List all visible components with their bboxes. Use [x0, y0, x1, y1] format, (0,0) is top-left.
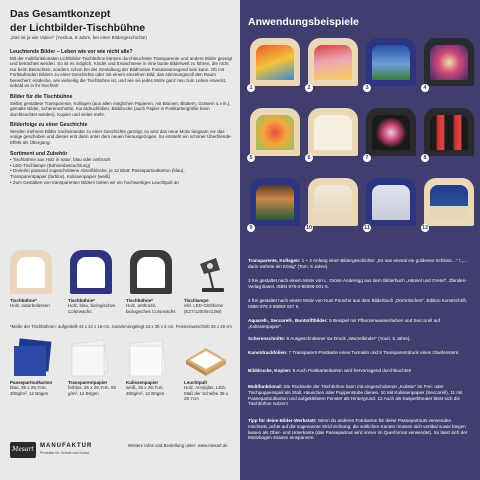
example-number: 5 — [247, 154, 255, 162]
desc-text: 6 Ausgeschnittener sw Druck „Wurzelkinder“ (Youri, 5 Jahre). — [286, 336, 411, 341]
example-image — [366, 178, 416, 230]
example-number: 8 — [421, 154, 429, 162]
example-image — [308, 38, 358, 90]
examples-title: Anwendungsbeispiele — [248, 16, 359, 28]
passepartout-image — [10, 338, 54, 380]
product-captions-row2 — [10, 380, 234, 422]
product-name: Tischbühne* — [10, 298, 37, 303]
title-quote: „Das ist ja wie Video!“ (Yoshua, 6 Jahre, bei einer Bildergeschichte) — [10, 35, 147, 40]
stage-products — [10, 250, 234, 298]
example-number: 4 — [421, 84, 429, 92]
lightpad-image — [184, 338, 228, 380]
section-text: Selbst gestaltete Transparente, Kollagen (aus allen möglichen Papieren, mit Blumen, Blüttern, Gräsern u.v.m.), gemalte Bilder, Scherenschnitte, Kunstdruckfolien, Bilddrucke (auch Papier in Postkartengröße kann durchleuchtet werden), Kopien und vieles mehr. — [10, 100, 231, 117]
accessory-list — [10, 157, 234, 185]
order-info: Weitere Infos und Bestellung unter: www.mesart.de — [128, 443, 228, 448]
product-name: Tischbühne* — [68, 298, 95, 303]
left-content — [10, 6, 234, 190]
example-image — [366, 38, 416, 90]
desc-label: Bilddrucke, Kopien: — [248, 368, 292, 373]
product-desc: farblos, 35 x 29,7cm, 80 g/m², 12 Bögen — [68, 385, 117, 396]
product-captions-row1 — [10, 298, 234, 322]
section-heading: Bilder für die Tischbühne — [10, 94, 73, 101]
desc-text: 5 Beispiel mit Pflanzenwasserfarben und Seccorell auf „Kulissenpapier“. — [248, 318, 440, 329]
desc-label: Scherenschnitte: — [248, 336, 286, 341]
example-number: 9 — [247, 224, 255, 232]
list-item: • Zum Gestalten von transparenten Bildern bieten wir ein hochwertiges Leuchtpult an — [10, 179, 179, 185]
product-caption — [68, 298, 120, 314]
product-desc: Holz, anthrazit, biologisches Colorwachs — [126, 303, 176, 314]
product-name: Kulissenpapier — [126, 380, 159, 385]
example-desc-9 — [248, 368, 472, 374]
example-image — [308, 108, 358, 160]
section-heading: Leuchtende Bilder – Leben wie vor wie nicht alle? — [10, 49, 133, 55]
product-name: Leuchtpult — [184, 380, 207, 385]
desc-label: Kunstdruckfolien: — [248, 350, 288, 355]
desc-text: 3 frei gestaltet nach einem Motiv von L. Gross-Anderegg aus dem Bilderbuch „Hänsel und Gretel“, Zbinden-Verlag Basel, ISBN 978-3-85989-001-5. — [248, 278, 467, 289]
product-desc: weiß, 35 x 29,7cm, 250g/m², 12 Bögen — [126, 385, 165, 396]
example-number: 10 — [305, 225, 313, 231]
desc-label: Tipp für deine Bilder-Werkstatt: — [248, 418, 317, 423]
desc-text: 9 Auch Postkartenkarton wird hervorragend durchleuchtet! — [292, 368, 412, 373]
dimension-note: *Maße der Tischbühnen: aufgestellt 43 x 42 x 18 cm, zusammengelegt 43 x 35 x 3 cm, Fensterausschnitt 28 x 28 cm — [10, 324, 232, 329]
desc-label: Transparente, Kollagen: — [248, 258, 301, 263]
product-desc: blau, 35 x 29,7cm, 300g/m², 12 Bögen — [10, 385, 49, 396]
product-caption — [126, 380, 178, 396]
example-image — [421, 178, 474, 231]
example-number: 3 — [363, 84, 371, 92]
desc-label: Multifunktional: — [248, 384, 283, 389]
section-heading: Bilderfolge zu einer Geschichte — [10, 122, 88, 129]
example-desc-3 — [248, 278, 472, 290]
example-image — [424, 38, 474, 90]
examples-grid — [250, 38, 472, 248]
desc-label: Aquarell-, Seccorell-, Buntstiftbilder: — [248, 318, 328, 323]
desc-text: Wenn du anderen Fotokarton für deine Passepartouts verwenden möchtest, achte auf die sogenannte Strichrichtung: die seitlichen Kanten müssen sich vertikal sowie biegen lassen als Ober- und Unterkante (das Passepartout wird immer im Querformat verwendet). So lässt sich der Motivbogen stramm einspannen. — [248, 418, 468, 441]
example-number: 6 — [305, 154, 313, 162]
example-image — [424, 108, 474, 160]
example-image — [366, 108, 416, 160]
list-item: • Tischbühne aus Holz in natur, blau oder anthrazit — [10, 157, 111, 163]
example-image — [250, 178, 300, 230]
example-image — [250, 108, 300, 160]
footer — [10, 438, 234, 468]
product-caption — [184, 380, 236, 402]
list-item: • Dreierlei passend zugeschnittene Abreißblöcke, je 12 Blatt: Passepartoutkarton (blau), — [10, 168, 185, 174]
example-number: 11 — [364, 225, 370, 231]
product-name: Tischbühne* — [126, 298, 153, 303]
product-caption — [184, 298, 236, 314]
transparent-paper-image — [68, 338, 112, 380]
brand-name: MANUFAKTUR — [40, 443, 93, 449]
stage-anthracite-image — [130, 250, 172, 294]
product-caption — [126, 298, 178, 314]
example-image — [305, 178, 358, 231]
section-heading: Sortiment und Zubehör — [10, 150, 68, 157]
section-text: Mit der multifunktionalen Lichtbilder-Tischbühne können durchleuchtete Transparente und andere Bilder gezeigt und betrachtet werden. So ist es möglich, Kinder und Erwachsene in eine bunte Bilderwelt zu führen, die nicht nur beim Betrachten, sondern schon bei der Gestaltung der Bildmotive Fantasieanregend sein kann. Ob mit Fortlaufenden Bildern zu einer Geschichte oder mit einem einzelnen Bild, das stimmungsvoll den Raum bereichert: entdecke, wie vielseitig die Tischbühne ist, und wie sie jedes Motiv ganz neu zum Leben erweckt, sobald es in ihr leuchtet! — [10, 55, 233, 89]
example-number: 2 — [305, 84, 313, 92]
right-panel — [240, 0, 480, 480]
logo-icon: Mesart — [10, 442, 36, 458]
example-desc-7 — [248, 350, 472, 356]
example-number: 1 — [247, 84, 255, 92]
stage-natural-image — [10, 250, 52, 294]
product-desc: inkl. LED-Glühbirne (E27/1200lm/13W) — [184, 303, 224, 314]
example-desc-10 — [248, 384, 472, 407]
list-item: Transparentpapier (farblos), Kulissenpapier (weiß) — [10, 173, 111, 179]
page-title-line1: Das Gesamtkonzept — [10, 8, 111, 20]
example-desc-6 — [248, 336, 472, 342]
product-name: Tischlampe — [184, 298, 209, 303]
example-number: 7 — [363, 154, 371, 162]
product-caption — [10, 380, 62, 396]
desc-text: 4 frei gestaltet nach einem Motiv von Kuni Porsche aus dem Bilderbuch „Dornröschen“, Edition Kunstschrift, ISBN 978 3 99053 027 6. — [248, 298, 468, 309]
product-caption — [68, 380, 120, 396]
desc-text: Die Rückseite der Tischbühne kann mit eingeschobener „Kulisse“ im Frei- oder Tischpuppenspiel als Stall, Häuschen oder Puppenstube dienen. 10 Mit Kulissenpapier (Seccorell), 11 mit Passepartoutkarton und aufgeklebtem Fenster als Hintergrund. 12 Auch als Kasperltheater lässt sich die Tischbühne nutzen! — [248, 384, 463, 407]
product-desc: Holz, naturbelassen — [10, 303, 50, 309]
stage-blue-image — [70, 250, 112, 294]
product-desc: Holz, blau, biologisches Colorwachs — [68, 303, 116, 314]
example-desc-4 — [248, 298, 472, 310]
example-desc-5 — [248, 318, 472, 330]
list-item: • LED-Tischlampe (Bühnenbeleuchtung) — [10, 162, 91, 168]
example-number: 12 — [421, 225, 429, 231]
example-image — [250, 38, 300, 90]
desc-text: 1 + 2 Anfang einer Bildergeschichte: „Es war einmal ein goldenes Schloss…“ / „… darin wohnte ein König“ (Tom, 5 Jahre). — [248, 258, 468, 269]
product-name: Transparentpapier — [68, 380, 108, 385]
desc-text: 7 Transparent-Postkarte eines Turmalin und 8 Transparentdruck eines Glasfensters. — [288, 350, 460, 355]
section-text: Werden mehrere Bilder nacheinander zu einer Geschichte gezeigt, so wird das neue Motiv langsam vor das vorige geschoben und dieses erst dann unter dem neuen herausgezogen. So entsteht ein schöner Überblende-Effekt als Übergang. — [10, 128, 232, 146]
example-desc-1 — [248, 258, 472, 270]
tip-text — [248, 418, 472, 441]
product-desc: Holz, Acrylglas, LED, Maß der Scheibe 35 x 29,7cm — [184, 385, 229, 402]
product-name: Passepartoutkarton — [10, 380, 53, 385]
brand-subtitle: Produkte für Schule und Kunst — [40, 451, 89, 455]
product-caption — [10, 298, 62, 309]
paper-products — [10, 338, 234, 382]
lamp-icon — [196, 252, 230, 294]
kulissen-paper-image — [126, 338, 170, 380]
page-title-line2: der Lichtbilder-Tischbühne — [10, 22, 146, 34]
